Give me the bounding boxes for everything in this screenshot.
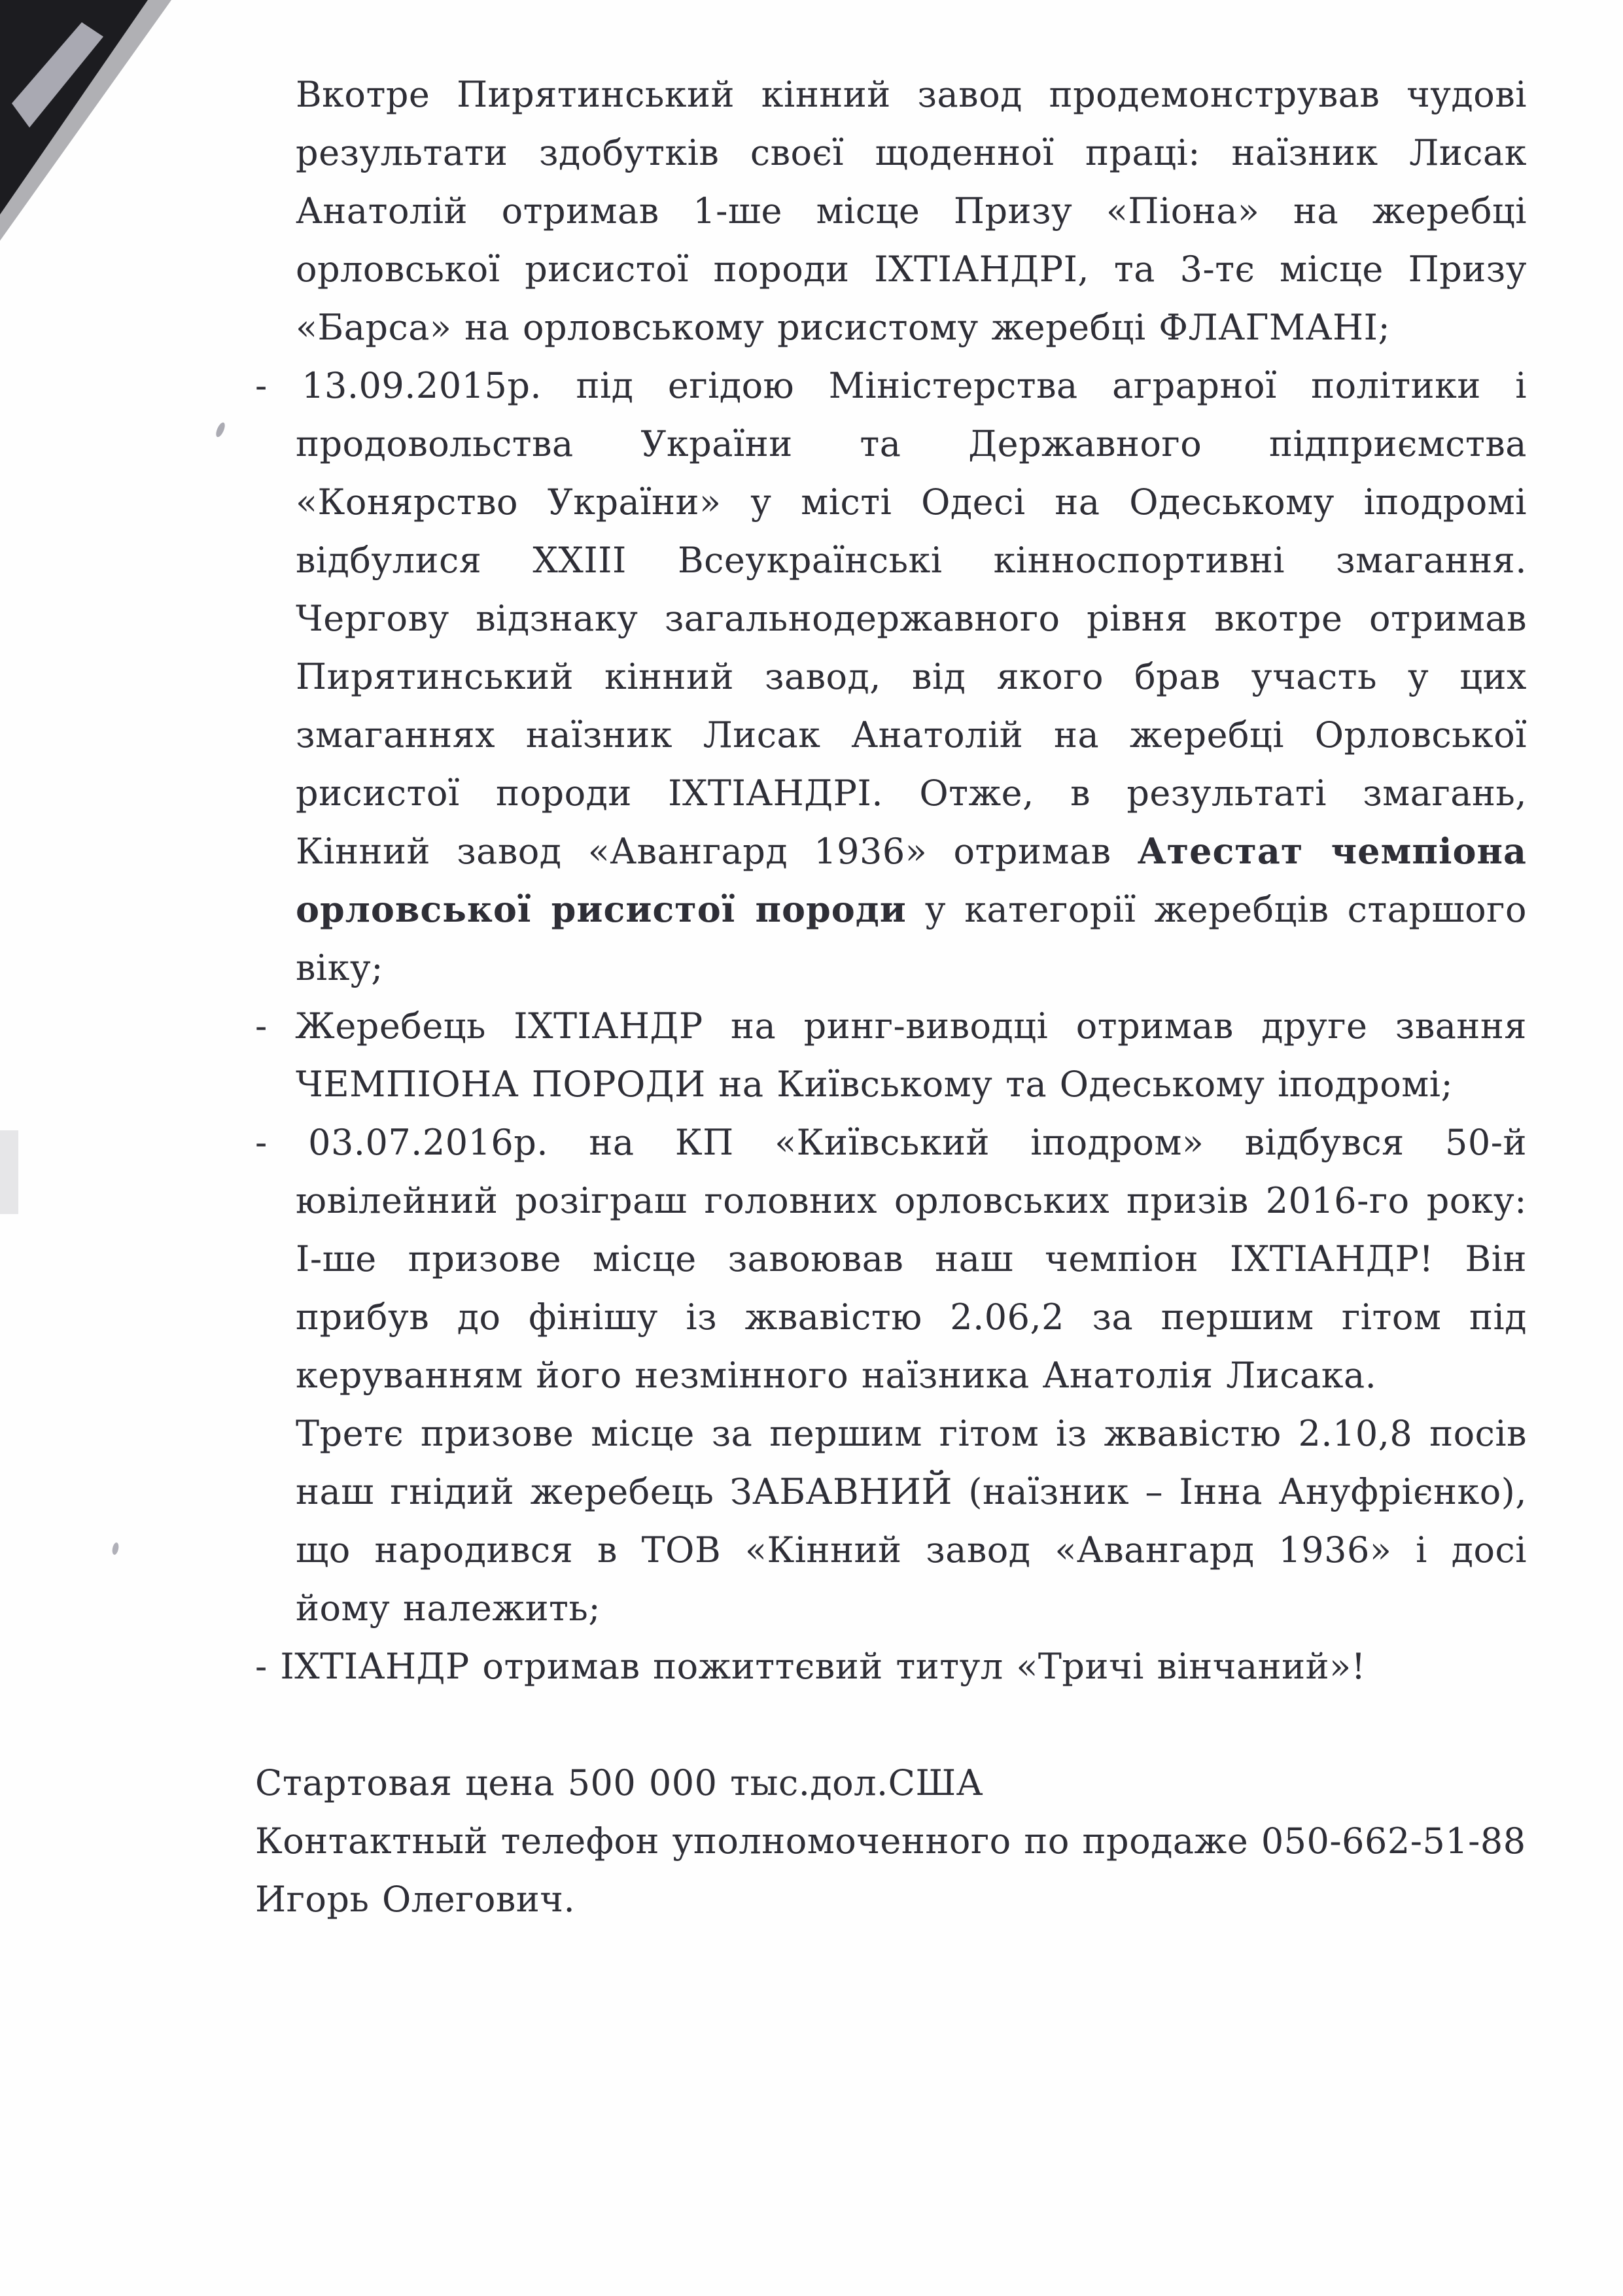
list-dash: - — [255, 1005, 296, 1047]
para-text: ІХТІАНДР отримав пожиттєвий титул «Тричі вінчаний»! — [280, 1646, 1366, 1687]
contact-block — [255, 1754, 1527, 1928]
certificate-bold-text: Атестат чемпіона орловської рисистої породи — [296, 830, 1527, 930]
para-ring-champion — [255, 997, 1527, 1113]
scan-corner-artifact — [0, 0, 196, 249]
list-dash: - — [255, 1646, 281, 1687]
para-prize-results: Вкотре Пирятинський кінний завод продемонстрував чудові результати здобутків своєї щоденної праці: наїзник Лисак Анатолій отримав 1-ше місце Призу «Піона» на жеребці орловської рисистої породи ІХТІАНДРІ, та 3-тє місце Призу «Барса» на орловському рисистому жеребці ФЛАГМАНІ; — [296, 74, 1527, 348]
contact-name-line: Игорь Олегович. — [255, 1879, 576, 1920]
para-text: Жеребець ІХТІАНДР на ринг-виводці отримав друге звання ЧЕМПІОНА ПОРОДИ на Київському та Одеському іподромі; — [295, 1005, 1527, 1105]
para-third-place: Третє призове місце за першим гітом із жвавістю 2.10,8 посів наш гнідий жеребець ЗАБАВНИЙ (наїзник – Інна Ануфрієнко), що народився в ТОВ «Кінний завод «Авангард 1936» і досі йому належить; — [296, 1413, 1527, 1629]
para-text: 03.07.2016р. на КП «Київський іподром» відбувся 50-й ювілейний розіграш головних орловських призів 2016-го року: І-ше призове місце завоював наш чемпіон ІХТІАНДР! Він прибув до фінішу із жвавістю 2.06,2 за першим гітом під керуванням його незмінного наїзника Анатолія Лисака. — [296, 1122, 1527, 1396]
para-kyiv-hippodrome — [255, 1113, 1527, 1404]
scan-speck — [215, 421, 227, 438]
list-dash: - — [255, 1122, 309, 1163]
para-text: у категорії жеребців старшого віку; — [296, 889, 1527, 988]
list-dash: - — [255, 365, 302, 406]
document-body — [255, 65, 1527, 1928]
para-odesa-competition — [255, 357, 1527, 997]
para-text: 13.09.2015р. під егідою Міністерства аграрної політики і продовольства України та Державного підприємства «Конярство України» у місті Одесі на Одеському іподромі відбулися XXIII Всеукраїнські кінноспортивні змагання. Чергову відзнаку загальнодержавного рівня вкотре отримав Пирятинський кінний завод, від якого брав участь у цих змаганнях наїзник Лисак Анатолій на жеребці Орловської рисистої породи ІХТІАНДРІ. Отже, в результаті змагань, Кінний завод «Авангард 1936» отримав — [296, 365, 1527, 872]
scan-speck — [111, 1542, 120, 1555]
contact-price-line: Стартовая цена 500 000 тыс.дол.США — [255, 1762, 983, 1803]
para-triple-crowned-title — [255, 1637, 1527, 1696]
scan-smudge — [0, 1130, 18, 1214]
contact-phone-line: Контактный телефон уполномоченного по продаже 050-662-51-88 — [255, 1820, 1526, 1862]
